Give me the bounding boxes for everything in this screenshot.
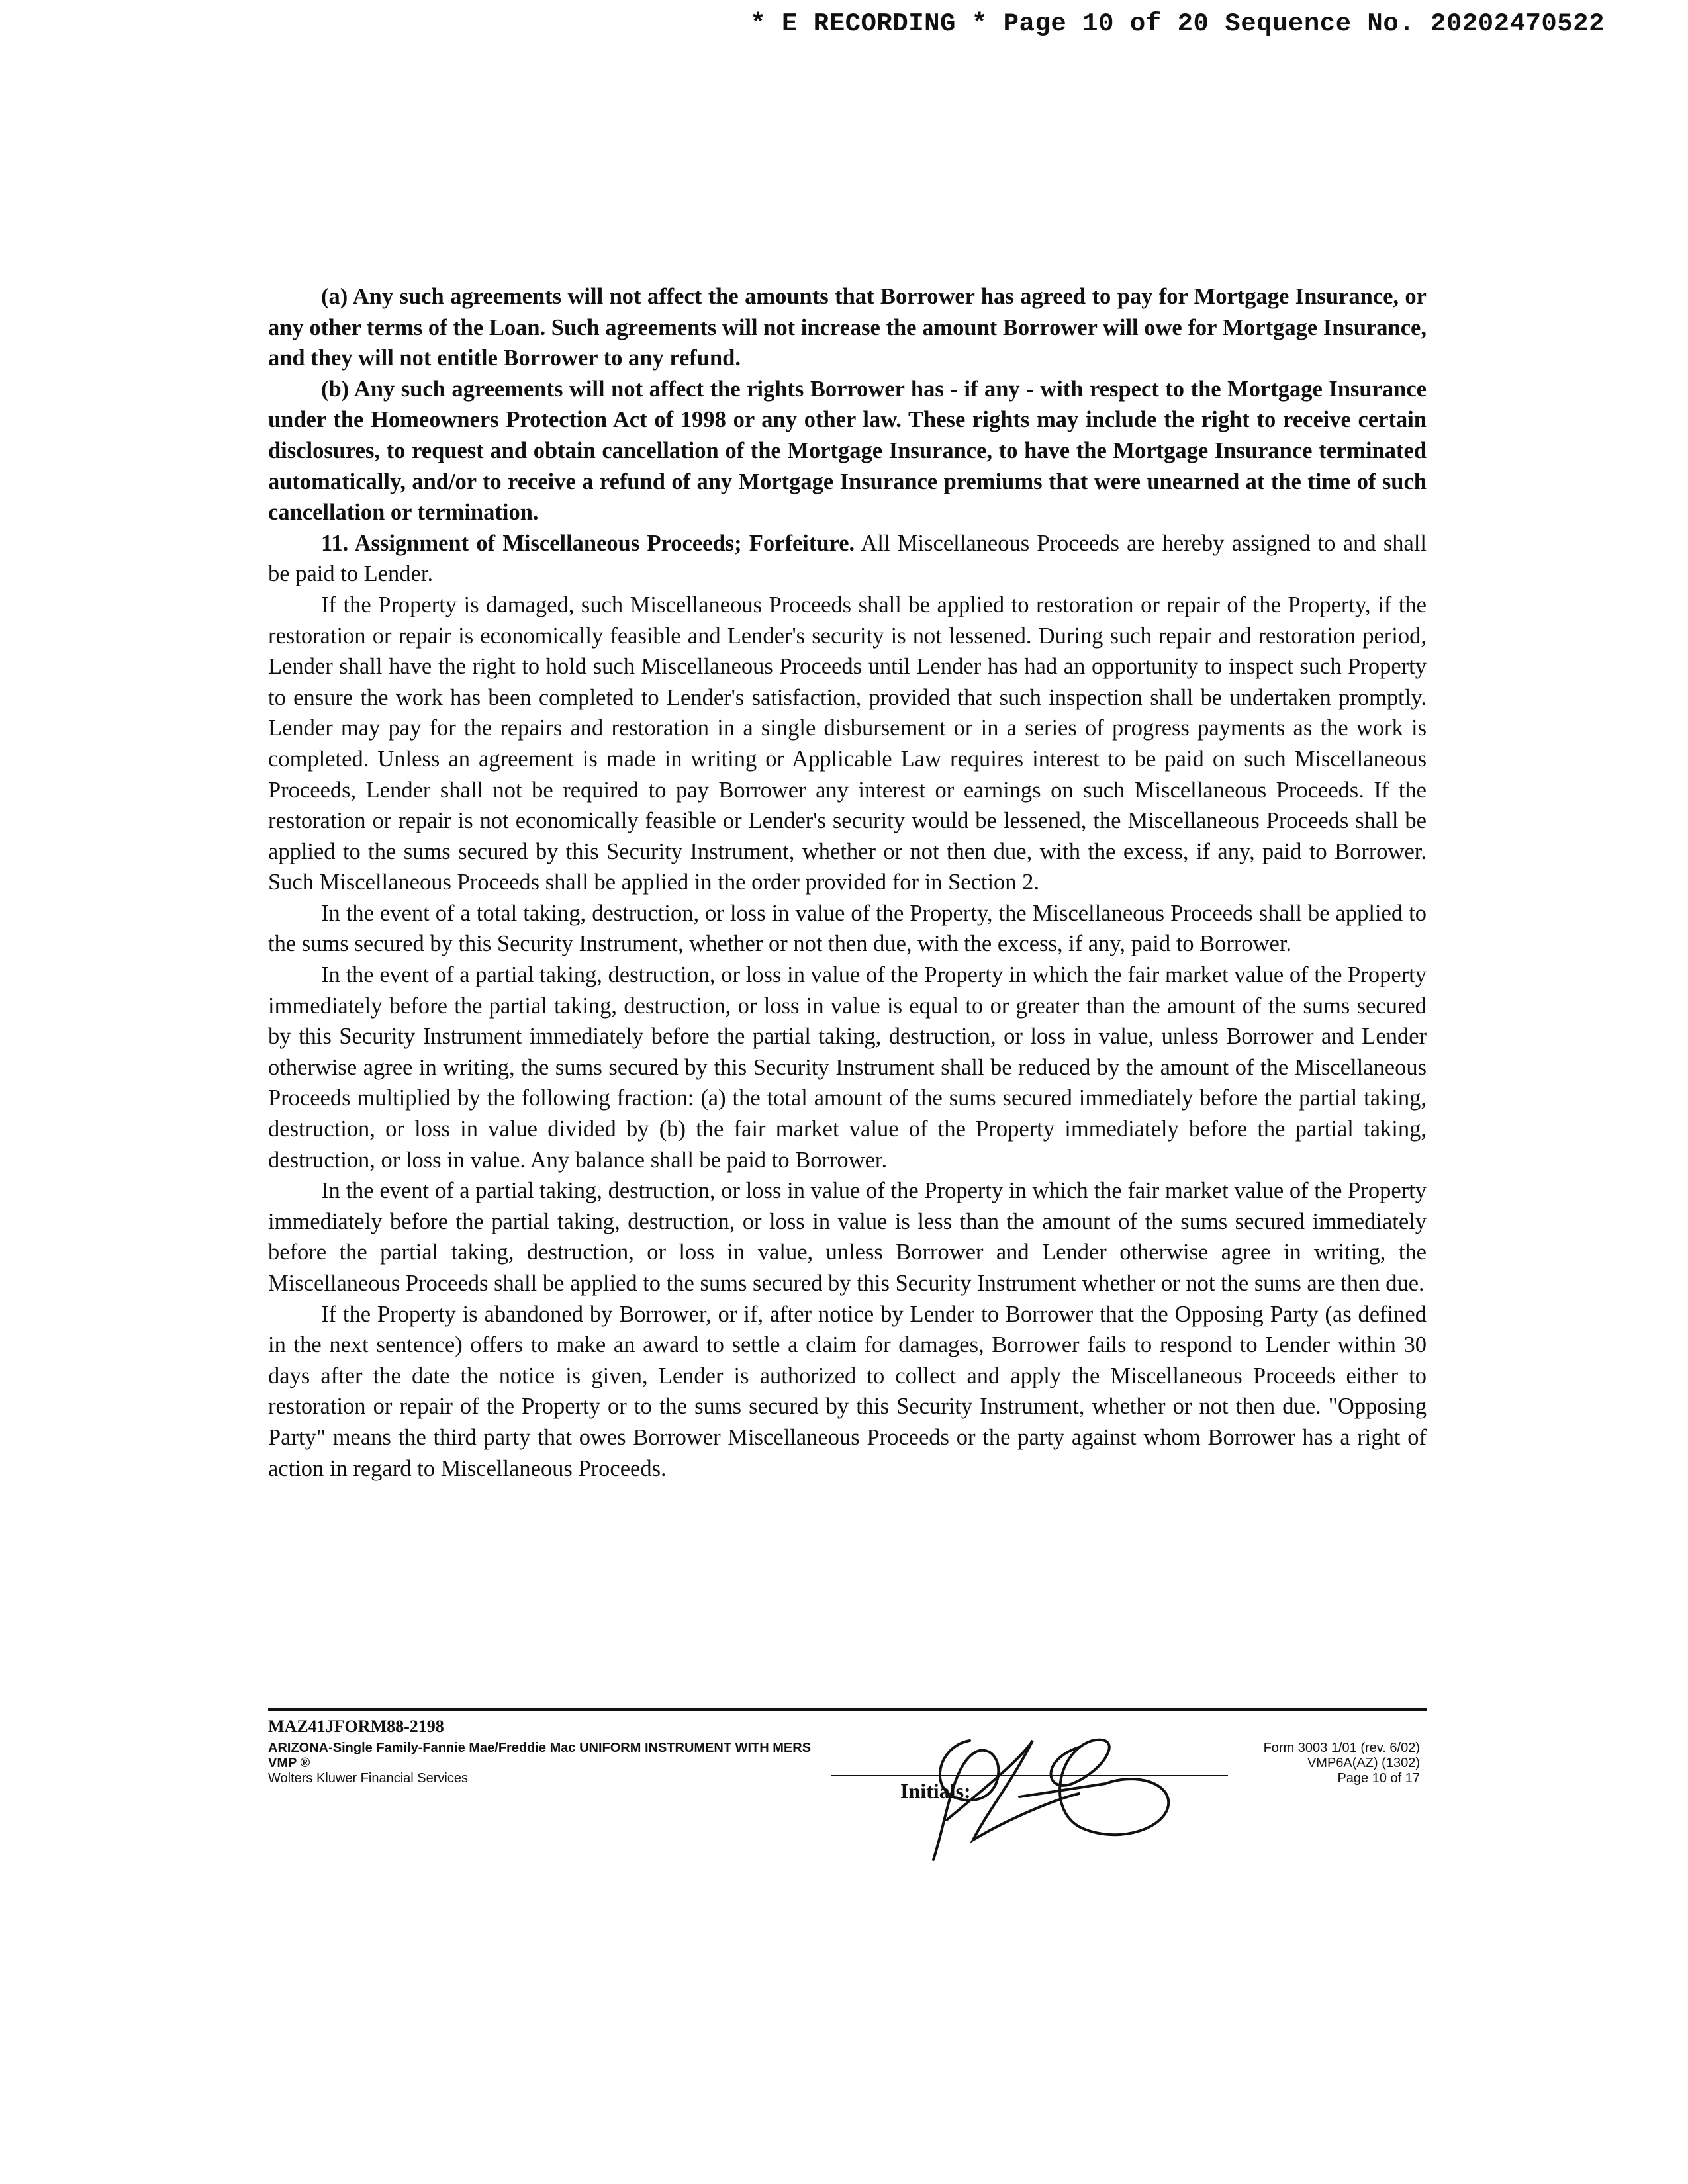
footer-vmp-line: VMP ® xyxy=(268,1756,310,1770)
initials-signature xyxy=(907,1721,1185,1866)
paragraph-total-taking: In the event of a total taking, destruction, or loss in value of the Property, the Miscellaneous Proceeds shall be applied to the sums secured by this Security Instrument, whether or not then due, with the excess, if any, paid to Borrower. xyxy=(268,900,1427,957)
footer-vmp-code: VMP6A(AZ) (1302) xyxy=(1307,1756,1420,1770)
footer-rule xyxy=(268,1708,1427,1711)
paragraph-property-abandoned: If the Property is abandoned by Borrower, or if, after notice by Lender to Borrower that the Opposing Party (as defined in the next sentence) offers to make an award to settle a claim for damages, Borrower fails to respond to Lender within 30 days after the date the notice is given, Lender is authorized to collect and apply the Miscellaneous Proceeds either to restoration or repair of the Property or to the sums secured by this Security Instrument, whether or not then due. "Opposing Party" means the third party that owes Borrower Miscellaneous Proceeds or the party against whom Borrower has a right of action in regard to Miscellaneous Proceeds. xyxy=(268,1301,1427,1481)
section-11-heading: 11. Assignment of Miscellaneous Proceeds; Forfeiture. xyxy=(321,530,855,556)
paragraph-partial-taking-greater: In the event of a partial taking, destruction, or loss in value of the Property in which the fair market value of the Property immediately before the partial taking, destruction, or loss in value is equal to or greater than the amount of the sums secured by this Security Instrument immediately before the partial taking, destruction, or loss in value, unless Borrower and Lender otherwise agree in writing, the sums secured by this Security Instrument shall be reduced by the amount of the Miscellaneous Proceeds multiplied by the following fraction: (a) the total amount of the sums secured immediately before the partial taking, destruction, or loss in value divided by (b) the fair market value of the Property immediately before the partial taking, destruction, or loss in value. Any balance shall be paid to Borrower. xyxy=(268,962,1427,1173)
footer-page-number: Page 10 of 17 xyxy=(1337,1771,1420,1786)
paragraph-partial-taking-less: In the event of a partial taking, destruction, or loss in value of the Property in which the fair market value of the Property immediately before the partial taking, destruction, or loss in value is less than the amount of the sums secured immediately before the partial taking, destruction, or loss in value, unless Borrower and Lender otherwise agree in writing, the Miscellaneous Proceeds shall be applied to the sums secured by this Security Instrument whether or not the sums are then due. xyxy=(268,1178,1427,1296)
footer-publisher-line: Wolters Kluwer Financial Services xyxy=(268,1771,468,1786)
section-11-text: All Miscellaneous Proceeds are hereby assigned to and shall be paid to Lender. xyxy=(268,530,1427,587)
document-body xyxy=(268,281,1427,1484)
footer-left xyxy=(268,1741,811,1786)
paragraph-property-damaged: If the Property is damaged, such Miscellaneous Proceeds shall be applied to restoration or repair of the Property, if the restoration or repair is economically feasible and Lender's security is not lessened. During such repair and restoration period, Lender shall have the right to hold such Miscellaneous Proceeds until Lender has had an opportunity to inspect such Property to ensure the work has been completed to Lender's satisfaction, provided that such inspection shall be undertaken promptly. Lender may pay for the repairs and restoration in a single disbursement or in a series of progress payments as the work is completed. Unless an agreement is made in writing or Applicable Law requires interest to be paid on such Miscellaneous Proceeds, Lender shall not be required to pay Borrower any interest or earnings on such Miscellaneous Proceeds. If the restoration or repair is not economically feasible or Lender's security would be lessened, the Miscellaneous Proceeds shall be applied to the sums secured by this Security Instrument, whether or not then due, with the excess, if any, paid to Borrower. Such Miscellaneous Proceeds shall be applied in the order provided for in Section 2. xyxy=(268,592,1427,895)
paragraph-a: (a) Any such agreements will not affect the amounts that Borrower has agreed to pay for Mortgage Insurance, or any other terms of the Loan. Such agreements will not increase the amount Borrower will owe for Mortgage Insurance, and they will not entitle Borrower to any refund. xyxy=(268,284,1427,371)
footer-form-number: Form 3003 1/01 (rev. 6/02) xyxy=(1263,1741,1420,1755)
form-id: MAZ41JFORM88-2198 xyxy=(268,1717,444,1736)
paragraph-b: (b) Any such agreements will not affect the rights Borrower has - if any - with respect to the Mortgage Insurance under the Homeowners Protection Act of 1998 or any other law. These rights may include the right to receive certain disclosures, to request and obtain cancellation of the Mortgage Insurance, to have the Mortgage Insurance terminated automatically, and/or to receive a refund of any Mortgage Insurance premiums that were unearned at the time of such cancellation or termination. xyxy=(268,376,1427,525)
footer-right xyxy=(1264,1741,1420,1786)
initials-label: Initials: xyxy=(900,1779,971,1803)
recording-header: * E RECORDING * Page 10 of 20 Sequence No. 20202470522 xyxy=(750,9,1605,38)
section-11-paragraph xyxy=(268,528,1427,590)
footer-instrument-line: ARIZONA-Single Family-Fannie Mae/Freddie Mac UNIFORM INSTRUMENT WITH MERS xyxy=(268,1741,812,1755)
